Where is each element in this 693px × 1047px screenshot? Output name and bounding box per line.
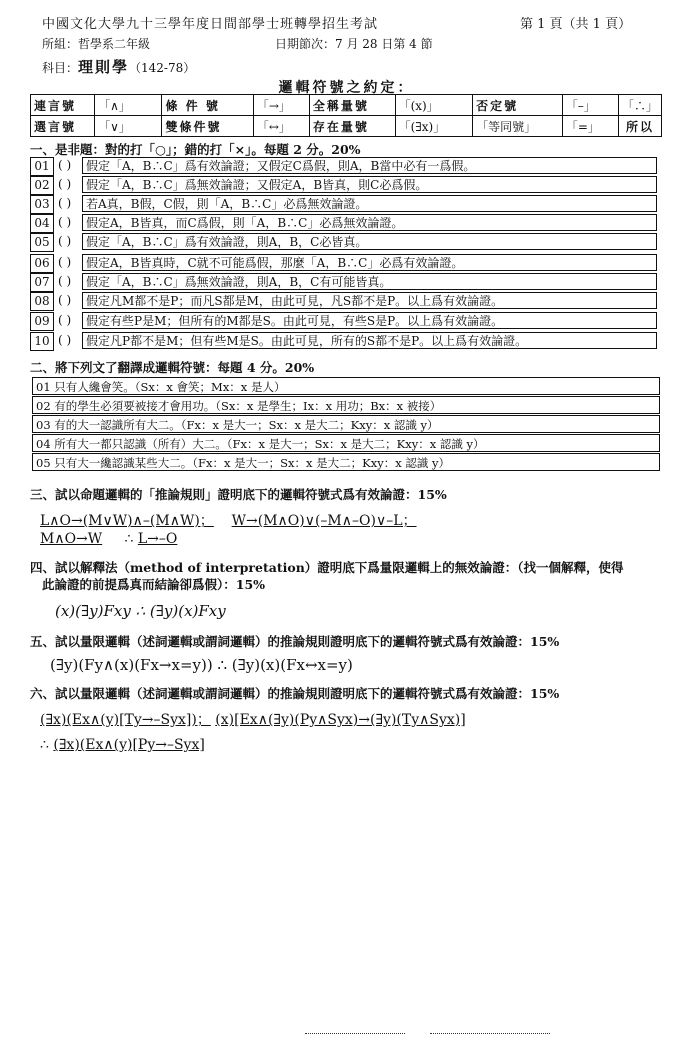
symbol-name: 條 件 號 [162,95,253,116]
symbols-heading: 邏輯符號之約定： [278,80,415,96]
section-4-heading-line-1: 四、試以解釋法（method of interpretation）證明底下爲量限邏輯上的無效論證：（找一個解釋，使得 [30,560,624,575]
answer-blank[interactable]: ( ) [58,234,72,248]
subject-code: （142-78） [129,61,196,75]
section-4-formula: (x)(∃y)Fxy ∴ (∃y)(x)Fxy [55,602,226,620]
section-2-heading: 二、將下列文了翻譯成邏輯符號：每題 4 分。20% [30,360,315,375]
scan-divider [305,1033,405,1034]
answer-blank[interactable]: ( ) [58,177,72,191]
page-number: 第 1 頁（共 1 頁） [520,17,632,32]
question-text: 假定凡M都不是P；而凡S都是M，由此可見，凡S都不是P。以上爲有效論證。 [82,292,657,309]
symbols-row-2 [31,116,662,137]
translation-item: 05 只有大一纔認識某些大二。（Fx：x 是大一；Sx：x 是大二；Kxy：x 認識 y） [32,453,660,471]
translation-item: 03 有的大一認識所有大二。（Fx：x 是大一；Sx：x 是大二；Kxy：x 認識 y） [32,415,660,433]
answer-blank[interactable]: ( ) [58,196,72,210]
answer-blank[interactable]: ( ) [58,333,72,347]
question-text: 若A真，B假，C假，則「A，B∴C」必爲無效論證。 [82,195,657,212]
question-number: 02 [30,176,54,195]
conclusion: L→–O [137,531,178,547]
question-number: 10 [30,332,54,351]
premise: (x)[Ex∧(∃y)(Py∧Syx)→(∃y)(Ty∧Syx)] [215,712,466,728]
therefore-name: 所以 [618,116,661,137]
answer-blank[interactable]: ( ) [58,255,72,269]
symbol-name: 雙條件號 [162,116,253,137]
department-label: 所組：哲學系二年級 [42,37,151,51]
section-6-premises [40,709,466,729]
question-number: 03 [30,195,54,214]
symbols-row-1 [31,95,662,116]
translation-item: 01 只有人纔會笑。（Sx：x 會笑；Mx：x 是人） [32,377,660,395]
question-number: 07 [30,273,54,292]
question-text: 假定凡P都不是M；但有些M是S。由此可見，所有的S都不是P。以上爲有效論證。 [82,332,657,349]
premise: W→(M∧O)∨(–M∧–O)∨–L； [231,513,417,529]
therefore-mark: ∴ [40,737,49,753]
symbol-name: 選言號 [31,116,95,137]
symbol-glyph: 「∧」 [95,95,162,116]
symbol-glyph: 「→」 [253,95,309,116]
symbol-name: 「等同號」 [473,116,563,137]
question-text: 假定有些P是M；但所有的M都是S。由此可見，有些S是P。以上爲有效論證。 [82,312,657,329]
answer-blank[interactable]: ( ) [58,313,72,327]
answer-blank[interactable]: ( ) [58,158,72,172]
tf-question-row [30,292,662,310]
tf-question-row [30,332,662,350]
tf-question-row [30,214,662,232]
answer-blank[interactable]: ( ) [58,215,72,229]
section-3-premises [40,510,417,530]
premise: M∧O→W [40,531,103,547]
session-label: 日期節次：7 月 28 日第 4 節 [275,37,433,51]
therefore-mark: ∴ [124,531,134,547]
section-4-heading-line-2: 此論證的前提爲真而結論卻爲假）：15% [42,577,266,592]
symbol-name: 全稱量號 [309,95,395,116]
premise: (∃x)(Ex∧(y)[Ty→–Syx])； [40,712,211,728]
question-text: 假定A，B皆真時，C就不可能爲假，那麼「A，B∴C」必爲有效論證。 [82,254,657,271]
subject-line [42,56,195,77]
exam-title: 中國文化大學九十三學年度日間部學士班轉學招生考試 [42,17,379,32]
question-number: 04 [30,214,54,233]
therefore-glyph: 「∴」 [618,95,661,116]
question-text: 假定「A，B∴C」爲有效論證；又假定C爲假，則A，B當中必有一爲假。 [82,157,657,174]
tf-question-row [30,157,662,175]
tf-question-row [30,195,662,213]
symbol-glyph: 「∨」 [95,116,162,137]
section-3-heading: 三、試以命題邏輯的「推論規則」證明底下的邏輯符號式爲有效論證：15% [30,487,447,502]
subject-name: 理則學 [78,58,130,76]
symbol-name: 存在量號 [309,116,395,137]
section-6-conclusion-line [40,737,205,753]
question-number: 09 [30,312,54,331]
tf-question-row [30,312,662,330]
tf-question-row [30,233,662,251]
question-number: 08 [30,292,54,311]
symbol-glyph: 「(∃x)」 [395,116,473,137]
tf-question-row [30,176,662,194]
translation-item: 02 有的學生必須要被接才會用功。（Sx：x 是學生；Ix：x 用功；Bx：x 被接） [32,396,660,414]
conclusion: (∃x)(Ex∧(y)[Py→–Syx] [53,737,205,753]
question-number: 06 [30,254,54,273]
symbol-glyph: 「↔」 [253,116,309,137]
translation-item: 04 所有大一都只認識（所有）大二。（Fx：x 是大一；Sx：x 是大二；Kxy：x 認識 y） [32,434,660,452]
section-6-heading: 六、試以量限邏輯（述詞邏輯或謂詞邏輯）的推論規則證明底下的邏輯符號式爲有效論證：15% [30,686,560,701]
answer-blank[interactable]: ( ) [58,293,72,307]
section-3-conclusion-line [40,531,177,547]
symbol-name: 否定號 [473,95,563,116]
scan-divider [430,1033,550,1034]
question-number: 05 [30,233,54,252]
question-text: 假定A，B皆真，而C爲假，則「A，B∴C」必爲無效論證。 [82,214,657,231]
symbol-glyph: 「=」 [562,116,618,137]
section-5-heading: 五、試以量限邏輯（述詞邏輯或謂詞邏輯）的推論規則證明底下的邏輯符號式爲有效論證：15% [30,634,560,649]
section-5-formula: (∃y)(Fy∧(x)(Fx→x=y)) ∴ (∃y)(x)(Fx↔x=y) [50,656,353,674]
tf-question-row [30,273,662,291]
question-text: 假定「A，B∴C」爲無效論證，則A，B，C有可能皆真。 [82,273,657,290]
premise: L∧O→(M∨W)∧–(M∧W)； [40,513,214,529]
section-1-heading: 一、是非題：對的打「○」；錯的打「×」。每題 2 分。20% [30,142,361,157]
subject-label: 科目： [42,61,79,75]
question-number: 01 [30,157,54,176]
answer-blank[interactable]: ( ) [58,274,72,288]
question-text: 假定「A，B∴C」爲無效論證；又假定A，B皆真，則C必爲假。 [82,176,657,193]
tf-question-row [30,254,662,272]
question-text: 假定「A，B∴C」爲有效論證，則A，B，C必皆真。 [82,233,657,250]
symbol-name: 連言號 [31,95,95,116]
symbol-glyph: 「(x)」 [395,95,473,116]
symbols-table [30,94,662,137]
symbol-glyph: 「–」 [562,95,618,116]
